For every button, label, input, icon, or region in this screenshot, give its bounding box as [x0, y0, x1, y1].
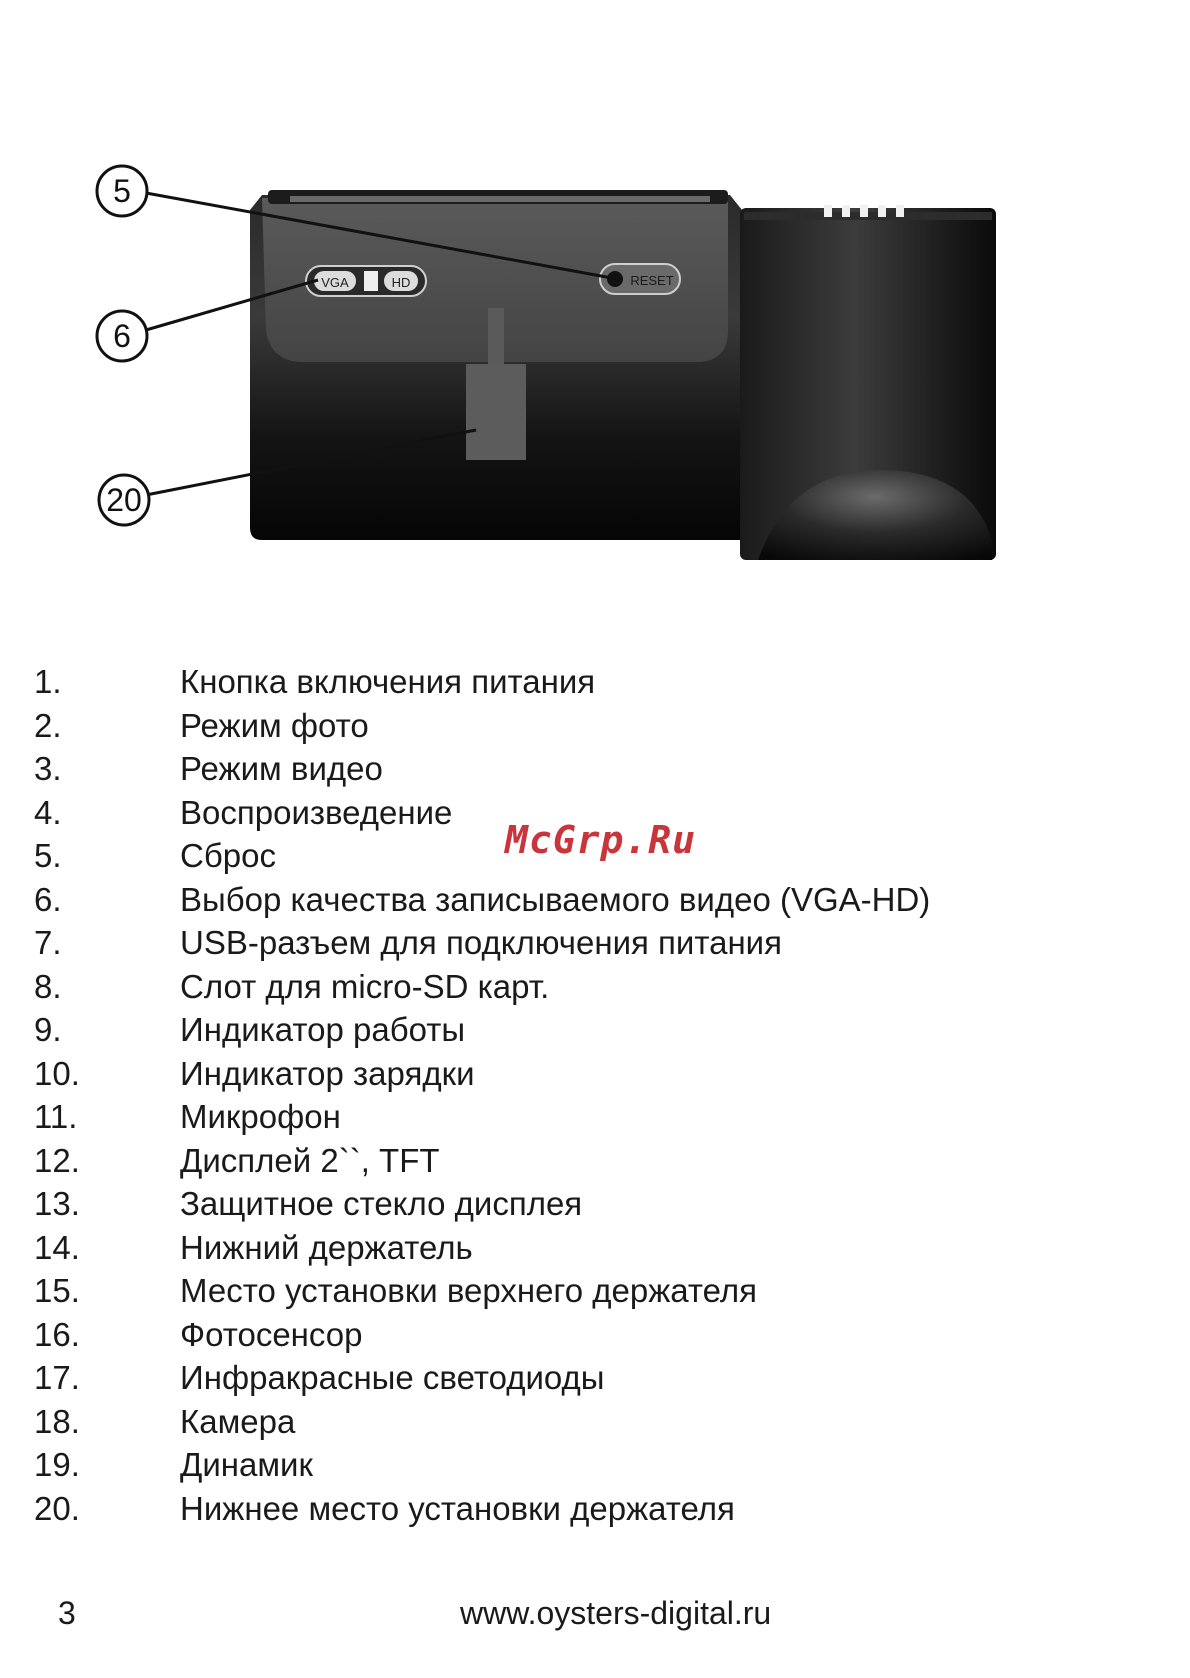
switch-label-vga: VGA — [321, 275, 349, 290]
item-text: Индикатор работы — [180, 1011, 466, 1048]
item-number: 13. — [34, 1185, 80, 1222]
item-number: 8. — [34, 967, 62, 1005]
callout-20-label: 20 — [106, 482, 142, 518]
list-item — [0, 704, 1190, 748]
item-text: Режим видео — [180, 750, 383, 787]
callout-6 — [97, 311, 147, 361]
item-number: 18. — [34, 1402, 80, 1440]
item-number: 6. — [34, 880, 62, 918]
vga-hd-switch — [306, 266, 426, 296]
list-item — [0, 1095, 1190, 1139]
page-number: 3 — [58, 1595, 76, 1631]
item-text: Микрофон — [180, 1098, 341, 1135]
reset-label: RESET — [630, 273, 674, 288]
callout-5-label: 5 — [113, 173, 131, 209]
switch-label-hd: HD — [391, 275, 411, 290]
item-text: Слот для micro-SD карт. — [180, 967, 550, 1005]
item-number: 1. — [34, 663, 62, 700]
callout-5 — [97, 166, 147, 216]
item-text: Выбор качества записываемого видео (VGA-HD) — [180, 880, 931, 918]
list-item — [0, 1052, 1190, 1096]
item-number: 15. — [34, 1272, 80, 1309]
list-item — [0, 1400, 1190, 1444]
list-item — [0, 1269, 1190, 1313]
item-number: 4. — [34, 793, 62, 831]
list-item — [0, 1139, 1190, 1183]
item-text: Сброс — [180, 837, 276, 874]
item-text: Фотосенсор — [180, 1315, 363, 1353]
item-text: Динамик — [180, 1446, 313, 1483]
item-number: 16. — [34, 1315, 80, 1353]
list-item — [0, 1487, 1190, 1531]
item-text: Режим фото — [180, 706, 369, 744]
item-number: 12. — [34, 1141, 80, 1179]
watermark: McGrp.Ru — [505, 818, 697, 862]
item-number: 17. — [34, 1359, 80, 1396]
item-text: USB-разъем для подключения питания — [180, 924, 782, 961]
item-text: Дисплей 2``, TFT — [180, 1141, 440, 1179]
item-text: Инфракрасные светодиоды — [180, 1359, 605, 1396]
item-number: 10. — [34, 1054, 80, 1092]
device-diagram — [0, 0, 1190, 600]
list-item — [0, 1008, 1190, 1052]
list-item — [0, 1356, 1190, 1400]
item-text: Нижнее место установки держателя — [180, 1489, 735, 1527]
item-number: 3. — [34, 750, 62, 787]
item-number: 19. — [34, 1446, 80, 1483]
item-number: 9. — [34, 1011, 62, 1048]
reset-button — [600, 264, 680, 294]
item-number: 11. — [34, 1098, 78, 1135]
list-item — [0, 878, 1190, 922]
item-number: 14. — [34, 1228, 80, 1266]
list-item — [0, 1226, 1190, 1270]
list-item — [0, 1182, 1190, 1226]
parts-list — [0, 660, 1190, 1530]
list-item — [0, 660, 1190, 704]
item-text: Кнопка включения питания — [180, 663, 596, 700]
list-item — [0, 921, 1190, 965]
list-item — [0, 747, 1190, 791]
item-number: 7. — [34, 924, 62, 961]
lens-barrel — [740, 205, 996, 560]
website-url: www.oysters-digital.ru — [460, 1595, 772, 1631]
item-text: Камера — [180, 1402, 296, 1440]
item-text: Нижний держатель — [180, 1228, 473, 1266]
callout-20 — [99, 475, 149, 525]
list-item — [0, 1443, 1190, 1487]
item-text: Место установки верхнего держателя — [180, 1272, 758, 1309]
item-number: 5. — [34, 837, 62, 874]
list-item — [0, 1313, 1190, 1357]
item-text: Индикатор зарядки — [180, 1054, 475, 1092]
list-item — [0, 965, 1190, 1009]
callout-6-label: 6 — [113, 318, 131, 354]
item-number: 2. — [34, 706, 62, 744]
item-number: 20. — [34, 1489, 80, 1527]
item-text: Воспроизведение — [180, 793, 453, 831]
item-text: Защитное стекло дисплея — [180, 1185, 583, 1222]
